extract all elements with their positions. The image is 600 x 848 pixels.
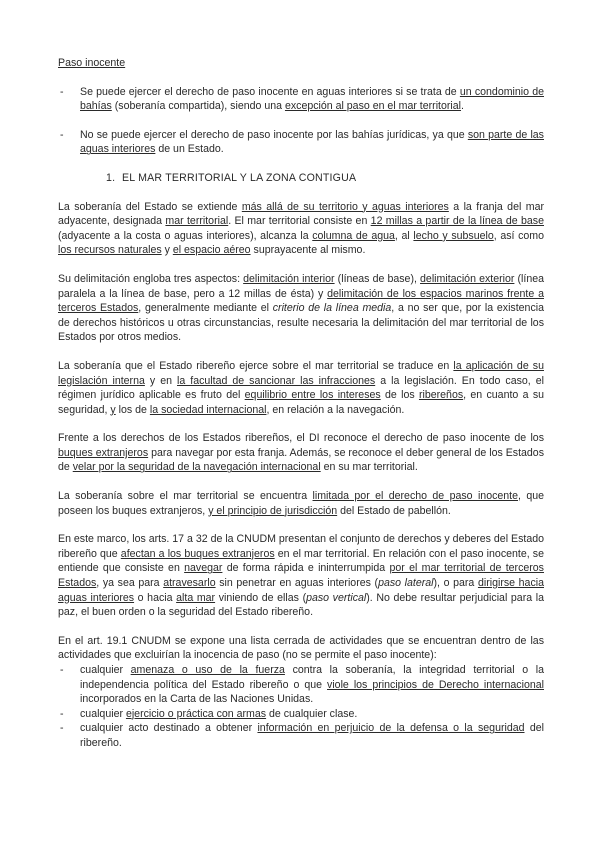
underlined-text: buques extranjeros [58,446,149,459]
text-run: , ya sea para [96,577,164,590]
numbered-heading [58,171,544,186]
underlined-text: y [110,403,116,416]
text-run: del ribereño. [80,722,544,749]
list-item [58,707,544,722]
text-run: La soberanía del Estado se extiende [58,200,242,213]
paragraph [58,200,544,258]
underlined-text: lecho y subsuelo [413,229,494,242]
text-run: cualquier [80,707,126,720]
paragraph: En el art. 19.1 CNUDM se expone una lista cerrada de actividades que se encuentran dentro de las actividades que excluirían la inocencia de paso (no se permite el paso inocente): [58,634,544,662]
text-run: En este marco, los arts. 17 a 32 de la CNUDM presentan el conjunto de derechos y deberes del Estado ribereño que [58,533,544,560]
paragraph [58,489,544,518]
underlined-text: 12 millas a partir de la línea de base [370,215,544,228]
underlined-text: delimitación interior [243,272,335,285]
text-run: viniendo de ellas ( [215,591,307,604]
underlined-text: alta mar [176,591,216,604]
text-run: Se puede ejercer el derecho de paso inocente en aguas interiores si se trata de [80,85,460,98]
underlined-text: afectan a los buques extranjeros [120,547,275,560]
underlined-text: delimitación exterior [420,272,515,285]
text-run: en su mar territorial. [320,461,418,474]
text-run: de un Estado. [155,143,224,156]
text-run: , al [394,229,414,242]
dash-marker: - [60,707,64,720]
text-run: cualquier acto destinado a obtener [80,722,258,735]
text-run: a la franja del mar adyacente, designada [58,200,544,228]
activity-list [58,663,544,751]
text-run: La soberanía que el Estado ribereño ejerce sobre el mar territorial se traduce en [58,359,454,372]
text-run: o hacia [134,591,177,604]
underlined-text: un condominio de bahías [80,85,544,113]
text-run: La soberanía sobre el mar territorial se encuentra [58,490,313,503]
paragraph [58,359,544,417]
dash-marker: - [60,128,64,141]
text-run: y [161,244,173,257]
text-run: , a no ser que, por la existencia de derechos históricos u otras circunstancias, resulte necesaria la delimitación del mar territorial de los Estados por otros medios. [58,302,544,344]
underlined-text: la aplicación de su legislación interna [58,359,544,387]
text-run: (líneas de base), [334,272,421,285]
text-run: (soberanía compartida), siendo una [111,100,285,113]
text-run: cualquier [80,664,131,676]
text-run: , que poseen los buques extranjeros, [58,490,545,517]
underlined-text: la facultad de sancionar las infracciones [177,374,376,387]
text-run: y en [144,374,177,387]
underlined-text: los recursos naturales [58,244,162,257]
text-run: , en cuanto a su seguridad, [58,389,545,416]
list-item [58,663,544,707]
dash-marker: - [60,664,64,676]
text-run: . El mar territorial consiste en [228,215,371,228]
italic-text: criterio de la línea media [272,302,392,315]
underlined-text: y el principio de jurisdicción [208,504,338,517]
text-run: incorporados en la Carta de las Naciones Unidas. [80,693,314,706]
text-run: sin penetrar en aguas interiores ( [215,577,379,590]
underlined-text: viole los principios de Derecho internacional [327,678,544,691]
text-run: , generalmente mediante el [138,302,273,315]
paragraph [58,431,544,475]
text-run: de cualquier clase. [266,707,358,720]
underlined-text: limitada por el derecho de paso inocente [312,490,518,503]
text-run: Su delimitación engloba tres aspectos: [58,272,244,285]
bullet-item [58,85,544,114]
underlined-text: mar territorial [165,215,229,228]
underlined-text: información en perjuicio de la defensa o la seguridad [257,722,525,735]
text-run: , así como [493,229,545,242]
text-run: . [461,100,464,113]
bullet-item [58,128,544,157]
text-run: los de [115,403,150,416]
document-page [58,56,544,751]
underlined-text: ejercicio o práctica con armas [125,707,267,720]
underlined-text: más allá de su territorio y aguas interiores [241,200,449,213]
text-run: de forma rápida e ininterrumpida [222,562,390,575]
underlined-text: delimitación de los espacios marinos frente a terceros Estados [58,287,544,315]
italic-text: paso vertical [306,591,367,604]
heading-number: 1. [106,171,116,184]
text-run: ). No debe resultar perjudicial para la paz, el buen orden o la seguridad del Estado ribereño. [58,591,544,619]
text-run: en el mar territorial. En relación con el paso inocente, se entiende que consiste en [58,547,544,575]
text-run: del Estado de pabellón. [337,504,451,517]
italic-text: paso lateral [378,577,434,590]
text-run: (adyacente a la costa o aguas interiores), alcanza la [58,229,313,242]
underlined-text: son parte de las aguas interiores [80,128,544,156]
underlined-text: ribereños [418,389,464,402]
paragraph [58,532,544,620]
underlined-text: el espacio aéreo [172,244,251,257]
underlined-text: amenaza o uso de la fuerza [130,664,285,676]
text-run: , en relación a la navegación. [266,403,405,416]
underlined-text: columna de agua [312,229,395,242]
underlined-text: atravesarlo [163,577,216,590]
text-run: (línea paralela a la línea de base, pero a 12 millas de ésta) y [58,272,545,300]
list-item [58,721,544,750]
underlined-text: la sociedad internacional [149,403,267,416]
heading-text: EL MAR TERRITORIAL Y LA ZONA CONTIGUA [122,171,357,184]
paragraph [58,272,544,345]
underlined-text: dirigirse hacia aguas interiores [58,577,544,604]
text-run: contra la soberanía, la integridad territorial o la independencia política del Estado ribereño o que [80,664,544,691]
text-run: suprayacente al mismo. [250,244,366,257]
text-run: para navegar por esta franja. Además, se reconoce el deber general de los Estados de [58,446,545,474]
underlined-text: por el mar territorial de terceros Estados [58,562,544,590]
dash-marker: - [60,722,64,735]
section-title: Paso inocente [58,57,126,69]
dash-marker: - [60,85,64,98]
text-run: de los [380,389,419,402]
text-run: No se puede ejercer el derecho de paso inocente por las bahías jurídicas, ya que [80,128,468,141]
text-run: a la legislación. En todo caso, el régimen jurídico aplicable es fruto del [58,374,544,402]
underlined-text: excepción al paso en el mar territorial [284,100,462,113]
text-run: ), o para [433,577,478,590]
underlined-text: equilibrio entre los intereses [244,389,381,402]
underlined-text: velar por la seguridad de la navegación internacional [72,461,321,474]
underlined-text: navegar [184,562,223,575]
text-run: Frente a los derechos de los Estados ribereños, el DI reconoce el derecho de paso inocente de los [58,432,544,445]
